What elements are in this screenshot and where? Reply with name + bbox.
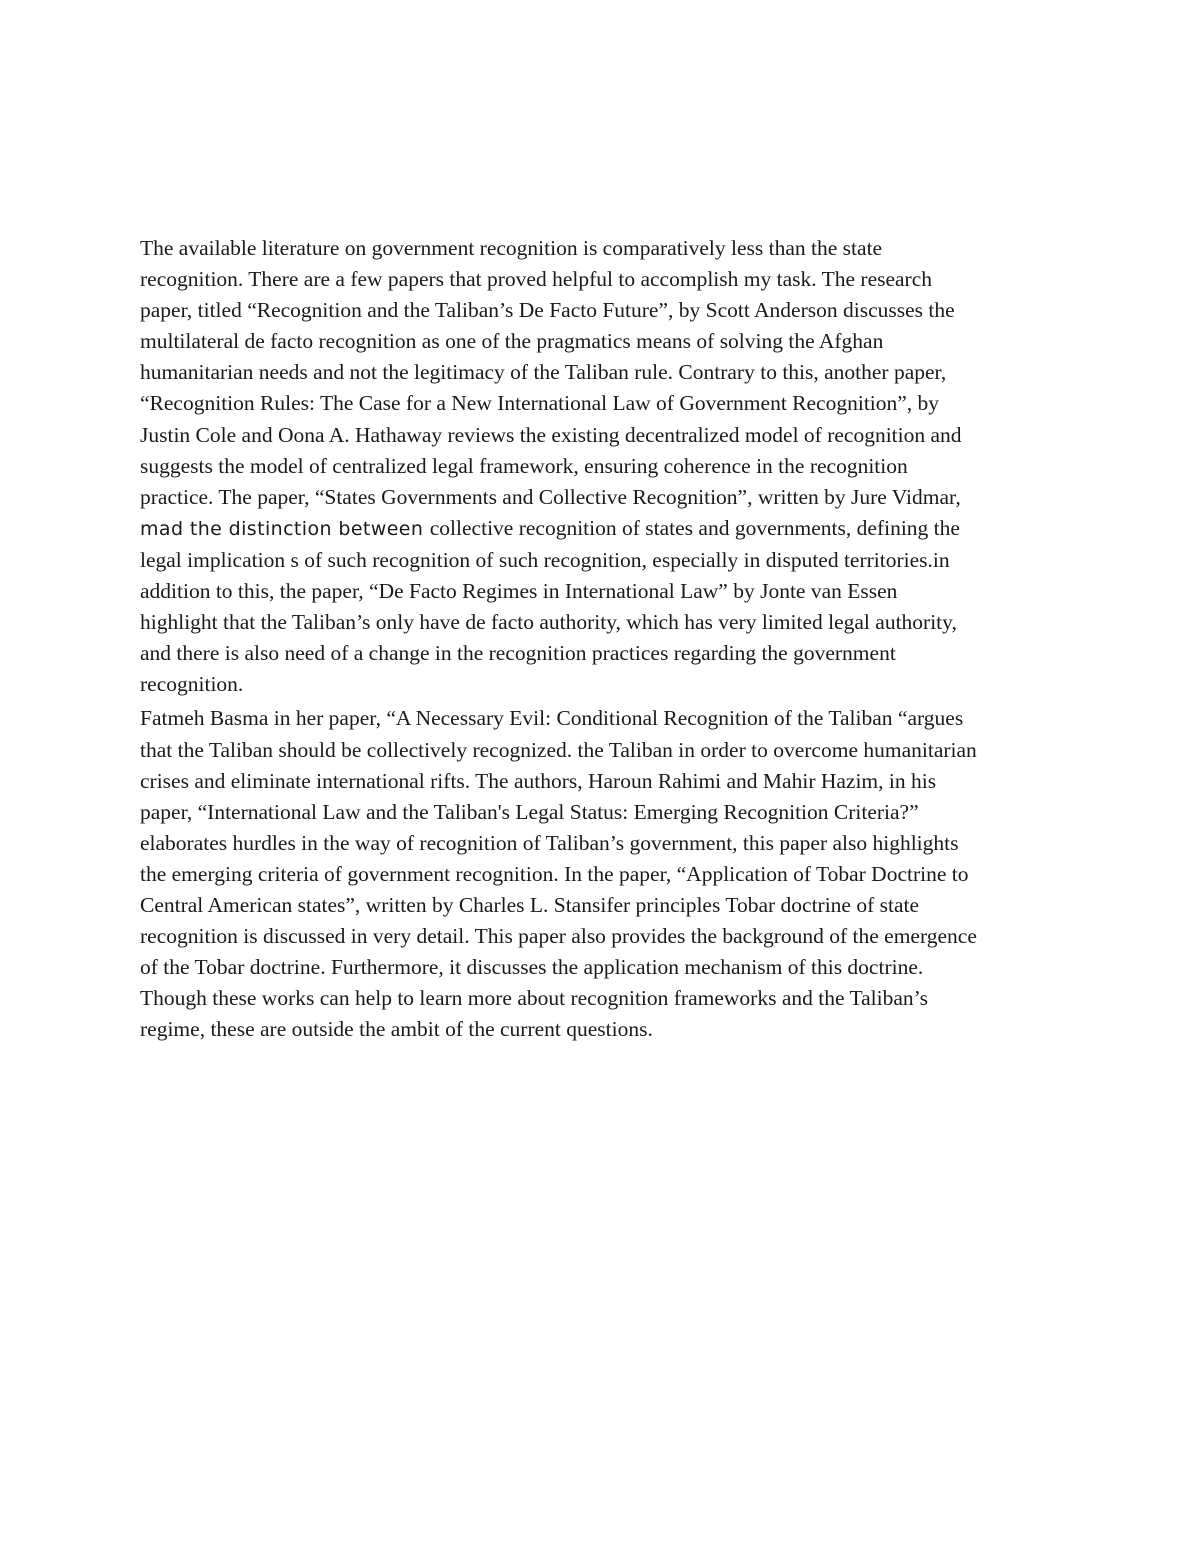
text-line: multilateral de facto recognition as one of the pragmatics means of solving the Afghan: [140, 329, 884, 354]
document-body: [140, 233, 1065, 1045]
text-line: Though these works can help to learn more about recognition frameworks and the Taliban’s: [140, 986, 928, 1011]
text-line: recognition.: [140, 672, 244, 697]
text-line: humanitarian needs and not the legitimacy of the Taliban rule. Contrary to this, another paper,: [140, 360, 947, 385]
text-line: crises and eliminate international rifts. The authors, Haroun Rahimi and Mahir Hazim, in his: [140, 768, 937, 793]
text-run-sans: mad the distinction between: [140, 517, 430, 540]
paragraph-2: [140, 703, 1065, 1045]
text-line: paper, titled “Recognition and the Taliban’s De Facto Future”, by Scott Anderson discusses the: [140, 298, 955, 323]
text-line: paper, “International Law and the Taliban's Legal Status: Emerging Recognition Criteria?”: [140, 799, 919, 824]
text-line: of the Tobar doctrine. Furthermore, it discusses the application mechanism of this doctrine.: [140, 955, 924, 980]
text-line: legal implication s of such recognition of such recognition, especially in disputed territories.in: [140, 547, 950, 572]
text-line: that the Taliban should be collectively recognized. the Taliban in order to overcome humanitarian: [140, 737, 977, 762]
text-line: elaborates hurdles in the way of recognition of Taliban’s government, this paper also highlights: [140, 830, 959, 855]
text-line: Justin Cole and Oona A. Hathaway reviews the existing decentralized model of recognition and: [140, 422, 962, 447]
text-line-mixed-font: [140, 513, 1065, 545]
text-line: highlight that the Taliban’s only have de facto authority, which has very limited legal authority,: [140, 610, 957, 635]
text-line: the emerging criteria of government recognition. In the paper, “Application of Tobar Doctrine to: [140, 861, 969, 886]
paragraph-1: [140, 233, 1065, 700]
text-line: practice. The paper, “States Governments and Collective Recognition”, written by Jure Vidmar,: [140, 484, 961, 509]
text-run-serif: collective recognition of states and governments, defining the: [429, 515, 960, 540]
text-line: regime, these are outside the ambit of the current questions.: [140, 1017, 653, 1042]
text-line: recognition is discussed in very detail. This paper also provides the background of the emergence: [140, 924, 977, 949]
text-line: and there is also need of a change in the recognition practices regarding the government: [140, 641, 896, 666]
text-line: Central American states”, written by Charles L. Stansifer principles Tobar doctrine of state: [140, 892, 920, 917]
text-line: suggests the model of centralized legal framework, ensuring coherence in the recognition: [140, 453, 908, 478]
text-line: The available literature on government recognition is comparatively less than the state: [140, 236, 883, 260]
text-line: Fatmeh Basma in her paper, “A Necessary Evil: Conditional Recognition of the Taliban “argues: [140, 706, 964, 731]
text-line: addition to this, the paper, “De Facto Regimes in International Law” by Jonte van Essen: [140, 579, 898, 604]
text-line: “Recognition Rules: The Case for a New International Law of Government Recognition”, by: [140, 391, 940, 416]
text-line: recognition. There are a few papers that proved helpful to accomplish my task. The research: [140, 267, 933, 292]
